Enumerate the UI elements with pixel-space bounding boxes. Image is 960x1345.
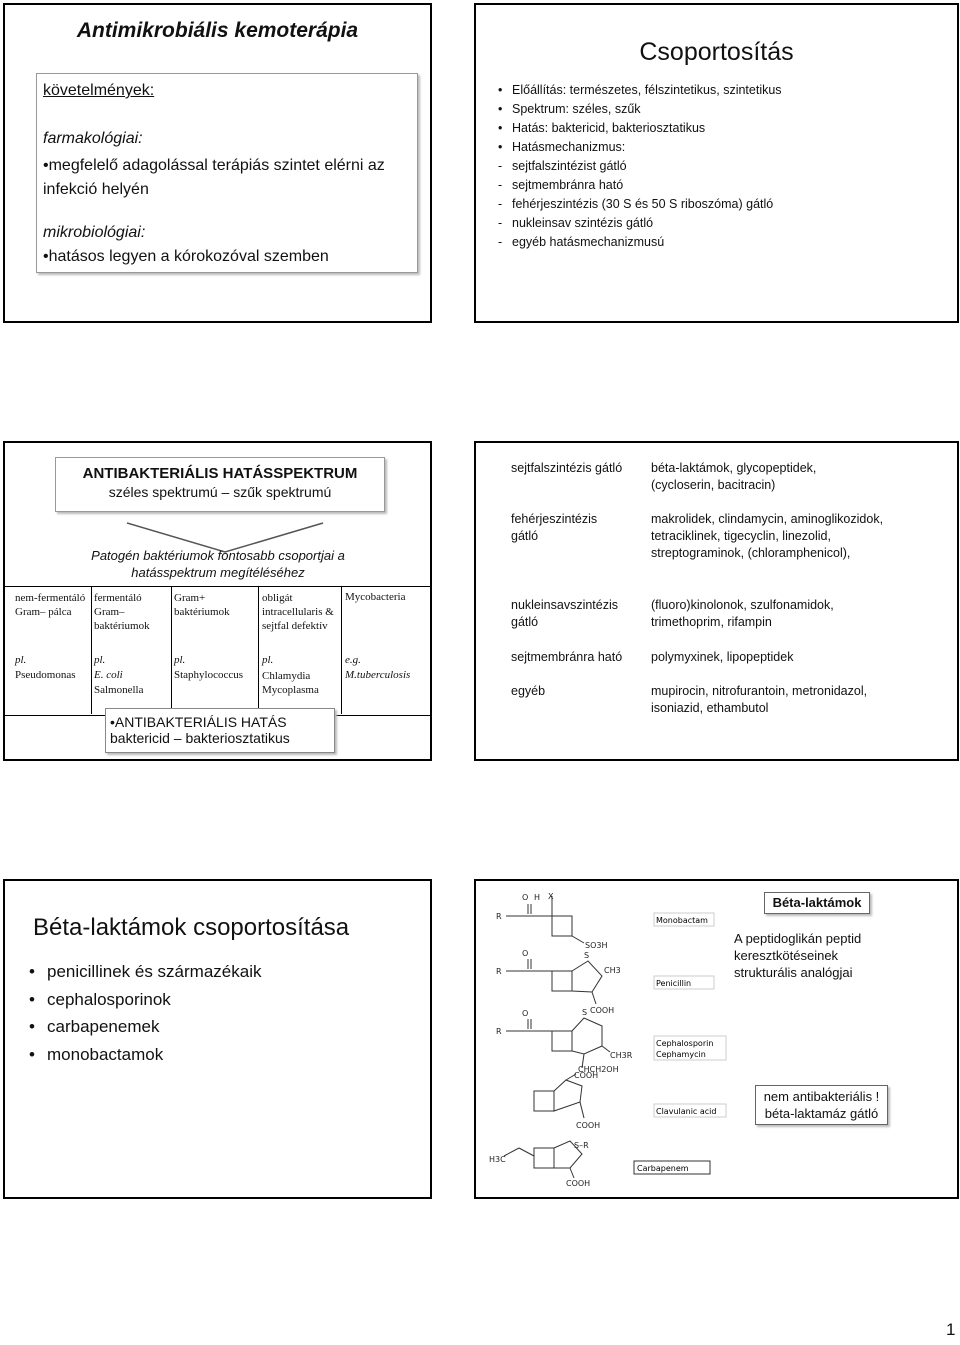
drug-list: makrolidek, clindamycin, aminoglikozidok, tetraciklinek, tigecyclin, linezolid, streptograminok, (chloramphenicol), xyxy=(651,512,884,560)
atom-label: S–R xyxy=(574,1141,589,1150)
atom-label: CH3R xyxy=(610,1051,633,1060)
slide-antimikrobialis xyxy=(3,3,432,323)
spectrum-box xyxy=(55,457,385,512)
groups-caption: Patogén baktériumok fontosabb csoportjai a hatásspektrum megítéléséhez xyxy=(91,548,345,580)
mechanism-item: - sejtfalszintézist gátló xyxy=(498,157,948,176)
effect-subtitle: baktericid – bakteriosztatikus xyxy=(110,730,290,746)
mechanism-item: - egyéb hatásmechanizmusú xyxy=(498,233,948,252)
slide-title: Csoportosítás xyxy=(639,38,794,66)
col-divider xyxy=(91,586,92,714)
drug-list: polymyxinek, lipopeptidek xyxy=(651,650,794,664)
atom-label: R xyxy=(496,967,502,976)
class-list xyxy=(29,958,261,1068)
bullet-item: • Hatás: baktericid, bakteriosztatikus xyxy=(498,119,948,138)
drug-list: (fluoro)kinolonok, szulfonamidok, trimethoprim, rifampin xyxy=(651,598,834,629)
bullet-item: • Hatásmechanizmus: xyxy=(498,138,948,157)
classification-bullets xyxy=(498,81,948,157)
mechanism-label: fehérjeszintézis gátló xyxy=(511,512,598,543)
atom-label: X xyxy=(548,892,554,901)
structure-label: Monobactam xyxy=(656,916,708,925)
bullet-item: • Előállítás: természetes, félszintetikus, szintetikus xyxy=(498,81,948,100)
atom-label: COOH xyxy=(574,1071,599,1080)
col-divider xyxy=(171,586,172,714)
atom-label: H3C xyxy=(489,1155,506,1164)
micro-label: mikrobiológiai: xyxy=(43,224,146,241)
structure-label: Cephamycin xyxy=(656,1050,706,1059)
drug-list: béta-laktámok, glycopeptidek, (cycloserin, bacitracin) xyxy=(651,461,817,492)
effect-title: •ANTIBAKTERIÁLIS HATÁS xyxy=(110,714,287,730)
slide-beta-laktamok-csoportositasa xyxy=(3,879,432,1199)
atom-label: S xyxy=(584,951,590,960)
atom-label: O xyxy=(522,949,529,958)
example: Pseudomonas xyxy=(15,669,76,681)
example-label: pl. xyxy=(262,654,274,666)
atom-label: COOH xyxy=(590,1006,615,1015)
pharm-label: farmakológiai: xyxy=(43,130,143,147)
mechanism-label: nukleinsavszintézis gátló xyxy=(511,598,618,629)
description: A peptidoglikán peptid keresztkötéseinek strukturális analógjai xyxy=(734,931,862,980)
col-divider xyxy=(258,586,259,714)
effect-box xyxy=(105,708,335,753)
note-text: nem antibakteriális ! béta-laktamáz gátló xyxy=(763,1089,880,1121)
requirements-box xyxy=(36,73,418,273)
example-label: pl. xyxy=(94,654,106,666)
bullet-item: • Spektrum: széles, szűk xyxy=(498,100,948,119)
group-head: Gram+ baktériumok xyxy=(174,592,230,618)
example: Salmonella xyxy=(94,684,144,696)
example-label: e.g. xyxy=(345,654,361,666)
page-number: 1 xyxy=(946,1320,956,1339)
group-head: Mycobacteria xyxy=(345,591,406,603)
slide-title: Antimikrobiális kemoterápia xyxy=(76,19,359,42)
structure-label: Cephalosporin xyxy=(656,1039,714,1048)
example: Chlamydia Mycoplasma xyxy=(262,670,319,696)
structure-label: Clavulanic acid xyxy=(656,1107,717,1116)
mechanism-label: sejtfalszintézis gátló xyxy=(511,461,623,475)
example: M.tuberculosis xyxy=(345,669,411,681)
example-label: pl. xyxy=(15,654,27,666)
example: Staphylococcus xyxy=(174,669,244,681)
col-divider xyxy=(341,586,342,714)
beta-lactam-title-box xyxy=(764,892,870,914)
atom-label: CHCH2OH xyxy=(578,1065,619,1074)
structure-label: Carbapenem xyxy=(637,1164,689,1173)
class-item: • penicillinek és származékaik xyxy=(29,958,261,986)
group-head: fermentáló Gram– baktériumok xyxy=(94,592,150,632)
slide-mechanism-drugs xyxy=(474,441,959,761)
mechanism-item: - sejtmembránra ható xyxy=(498,176,948,195)
slide-title: Béta-laktámok csoportosítása xyxy=(33,914,350,941)
slide-beta-laktam-structures xyxy=(474,879,959,1199)
class-item: • cephalosporinok xyxy=(29,986,261,1014)
class-item: • monobactamok xyxy=(29,1041,261,1069)
atom-label: CH3 xyxy=(604,966,621,975)
beta-lactam-structures-figure xyxy=(484,886,734,1186)
group-head: obligát intracellularis & sejtfal defektív xyxy=(262,592,334,632)
example-italic: E. coli xyxy=(94,669,123,681)
atom-label: R xyxy=(496,912,502,921)
mechanism-item: - nukleinsav szintézis gátló xyxy=(498,214,948,233)
note-box xyxy=(755,1085,888,1125)
atom-label: H xyxy=(534,893,541,902)
atom-label: R xyxy=(496,1027,502,1036)
spectrum-title: ANTIBAKTERIÁLIS HATÁSSPEKTRUM xyxy=(82,465,358,482)
atom-label: O xyxy=(522,893,529,902)
slide-csoportositas xyxy=(474,3,959,323)
box-title: Béta-laktámok xyxy=(772,895,862,910)
atom-label: COOH xyxy=(566,1179,591,1186)
slide-hatasspektrum xyxy=(3,441,432,761)
spectrum-subtitle: széles spektrumú – szűk spektrumú xyxy=(108,484,332,500)
structure-label: Penicillin xyxy=(656,979,692,988)
atom-label: COOH xyxy=(576,1121,601,1130)
requirements-heading: követelmények: xyxy=(43,82,155,99)
atom-label: O xyxy=(522,1009,529,1018)
example-label: pl. xyxy=(174,654,186,666)
atom-label: SO3H xyxy=(585,941,608,950)
mechanism-item: - fehérjeszintézis (30 S és 50 S riboszóma) gátló xyxy=(498,195,948,214)
micro-item: •hatásos legyen a kórokozóval szemben xyxy=(43,248,329,265)
atom-label: S xyxy=(582,1008,588,1017)
group-head: nem-fermentáló Gram– pálca xyxy=(15,592,86,618)
mechanism-label: egyéb xyxy=(511,684,546,698)
pharm-item: •megfelelő adagolással terápiás szintet elérni az infekció helyén xyxy=(43,157,385,198)
mechanism-list xyxy=(498,157,948,252)
mechanism-label: sejtmembránra ható xyxy=(511,650,623,664)
class-item: • carbapenemek xyxy=(29,1013,261,1041)
drug-list: mupirocin, nitrofurantoin, metronidazol, isoniazid, ethambutol xyxy=(651,684,868,715)
